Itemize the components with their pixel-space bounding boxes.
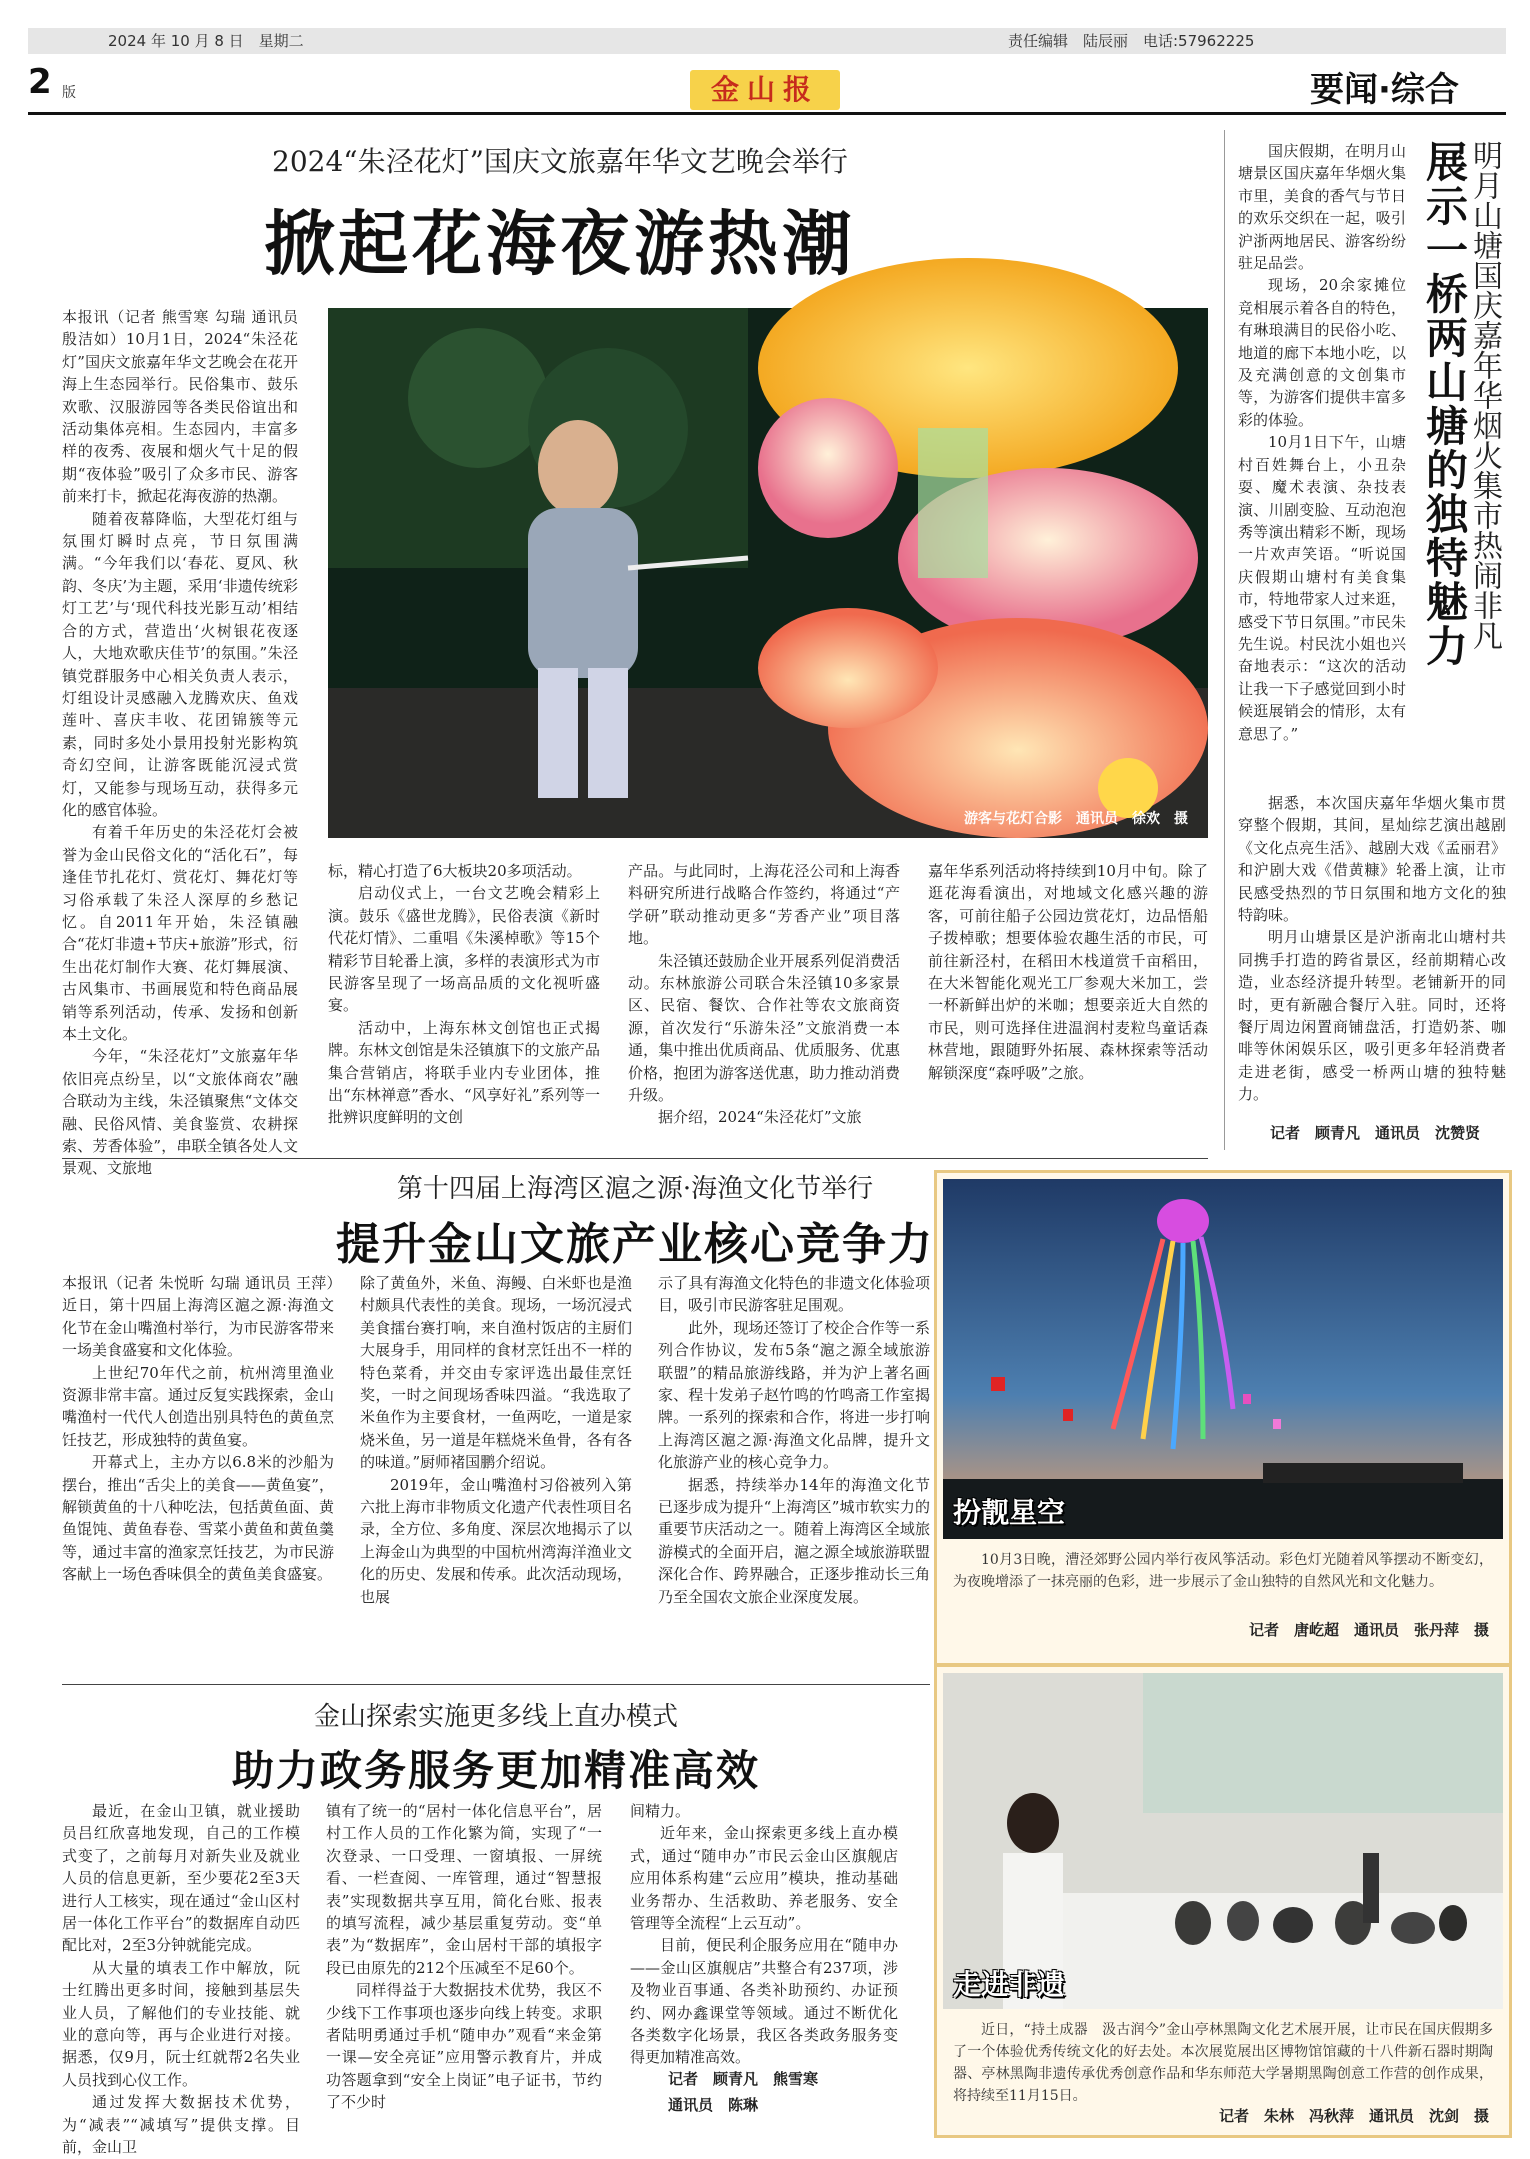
paragraph: 随着夜幕降临，大型花灯组与氛围灯瞬时点亮，节日氛围满满。“今年我们以‘春花、夏风、秋韵、冬庆’为主题，采用‘非遗传统彩灯工艺’与‘现代科技光影互动’相结合的方式，营造出‘火树银花夜逐人，大地欢歌庆佳节’的氛围。”朱泾镇党群服务中心相关负责人表示，灯组设计灵感融入龙腾欢庆、鱼戏莲叶、喜庆丰收、花团锦簇等元素，同时多处小景用投射光影构筑奇幻空间，让游客既能沉浸式赏灯，又能参与现场互动，获得多元化的感官体验。 (62, 509, 298, 819)
paragraph: 据悉，持续举办14年的海渔文化节已逐步成为提升“上海湾区”城市软实力的重要节庆活动之一。随着上海湾区全域旅游模式的全面开启，滬之源全域旅游联盟深化合作、跨界融合，正逐步推动长三角乃至全国农文旅企业深度发展。 (658, 1475, 930, 1606)
lantern-photo-caption: 游客与花灯合影 通讯员 徐欢 摄 (964, 811, 1188, 827)
kite-caption (953, 1549, 1493, 1593)
kite-byline: 记者 唐屹超 通讯员 张丹萍 摄 (1248, 1621, 1489, 1639)
paragraph: 间精力。 (630, 1802, 691, 1820)
pottery-photo-tag: 走进非遗 (953, 1968, 1066, 2001)
pottery-photo (943, 1673, 1503, 2009)
side-subtitle: 明月山塘国庆嘉年华烟火集市热闹非凡 (1467, 140, 1502, 650)
caption-text: 10月3日晚，漕泾郊野公园内举行夜风筝活动。彩色灯光随着风筝摆动不断变幻，为夜晚增添了一抹亮丽的色彩，进一步展示了金山独特的自然风光和文化魅力。 (953, 1552, 1493, 1590)
paragraph: 同样得益于大数据技术优势，我区不少线下工作事项也逐步向线上转变。求职者陆明勇通过手机“随申办”观看“来金第一课—安全亮证”应用警示教育片，并成功答题拿到“安全上岗证”电子证书，节约了不少时 (326, 1981, 602, 2112)
article1-col1 (62, 306, 298, 1206)
pottery-caption (953, 2019, 1493, 2107)
paragraph: 最近，在金山卫镇，就业援助员吕红欣喜地发现，自己的工作模式变了，之前每月对新失业及就业人员的信息更新，至少要花2至3天进行人工核实，现在通过“金山区村居一体化工作平台”的数据库自动匹配比对，2至3分钟就能完成。 (62, 1802, 300, 1955)
paragraph: 2019年，金山嘴渔村习俗被列入第六批上海市非物质文化遗产代表性项目名录，全方位、多角度、深层次地揭示了以上海金山为典型的中国杭州湾海洋渔业文化的历史、发展和传承。此次活动现场，也展 (360, 1475, 632, 1606)
article1-col2 (328, 860, 600, 1170)
side-top-col (1238, 140, 1406, 780)
paragraph: 本报讯（记者 熊雪寒 勾瑞 通讯员 殷洁如）10月1日，2024“朱泾花灯”国庆文旅嘉年华文艺晚会在花开海上生态园举行。民俗集市、鼓乐欢歌、汉服游园等各类民俗谊出和活动集体亮相。生态园内，丰富多样的夜秀、夜展和烟火气十足的假期“夜体验”吸引了众多市民、游客前来打卡，掀起花海夜游的热潮。 (62, 308, 298, 506)
paragraph: 通过发挥大数据技术优势，为“减表”“减填写”提供支撑。目前，金山卫 (62, 2093, 300, 2157)
page-number: 2 (28, 62, 52, 102)
paragraph: 上世纪70年代之前，杭州湾里渔业资源非常丰富。通过反复实践探索，金山嘴渔村一代代人创造出别具特色的黄鱼烹饪技艺，形成独特的黄鱼宴。 (62, 1363, 334, 1449)
paragraph: 活动中，上海东林文创馆也正式揭牌。东林文创馆是朱泾镇旗下的文旅产品集合营销店，将联手业内专业团体，推出“东林禅意”香水、“风享好礼”系列等一批辨识度鲜明的文创 (328, 1018, 600, 1127)
lantern-illustration (328, 308, 1208, 838)
photo-box-pottery (934, 1664, 1512, 2138)
side-byline: 记者 顾青凡 通讯员 沈赞贤 (1270, 1124, 1481, 1142)
paragraph: 镇有了统一的“居村一体化信息平台”，居村工作人员的工作化繁为简，实现了“一次登录、一口受理、一窗填报、一屏统看、一栏查阅、一库管理，通过“智慧报表”实现数据共享互用，简化台账、报表的填写流程，减少基层重复劳动。变“单表”为“数据库”，金山居村干部的填报字段已由原先的212个压减至不足60个。 (326, 1802, 602, 1977)
paragraph: 本报讯（记者 朱悦昕 勾瑞 通讯员 王萍）近日，第十四届上海湾区滬之源·海渔文化节在金山嘴渔村举行，为市民游客带来一场美食盛宴和文化体验。 (62, 1274, 334, 1360)
article2-col3 (658, 1272, 930, 1672)
paragraph: 现场，20余家摊位竞相展示着各自的特色，有琳琅满目的民俗小吃、地道的廊下本地小吃，以及充满创意的文创集市等，为游客们提供丰富多彩的体验。 (1238, 276, 1406, 429)
paragraph: 有着千年历史的朱泾花灯会被誉为金山民俗文化的“活化石”，每逢佳节扎花灯、赏花灯、舞花灯等习俗承载了朱泾人深厚的乡愁记忆。自2011年开始，朱泾镇融合“花灯非遗+节庆+旅游”形式，衍生出花灯制作大赛、花灯舞展演、古风集市、书画展览和特色商品展销等系列活动，传承、发扬和创新本土文化。 (62, 823, 298, 1043)
side-title: 展示一桥两山塘的独特魅力 (1420, 140, 1469, 668)
paragraph: 近年来，金山探索更多线上直办模式，通过“随申办”市民云金山区旗舰店应用体系构建“云应用”模块，推动基础业务帮办、生活救助、养老服务、安全管理等全流程“上云互动”。 (630, 1824, 898, 1933)
paragraph: 产品。与此同时，上海花泾公司和上海香料研究所进行战略合作签约，将通过“产学研”联动推动更多“芳香产业”项目落地。 (628, 862, 900, 948)
photo-box-kite (934, 1170, 1512, 1666)
section-divider (62, 1158, 1208, 1159)
paragraph: 明月山塘景区是沪浙南北山塘村共同携手打造的跨省景区，经前期精心改造，业态经济提升转型。老铺新开的同时，更有新融合餐厅入驻。同时，还将餐厅周边闲置商铺盘活，打造奶茶、咖啡等休闲娱乐区，吸引更多年轻消费者走进老街，感受一桥两山塘的独特魅力。 (1238, 928, 1506, 1104)
lantern-photo (328, 308, 1208, 838)
article3-title: 助力政务服务更加精准高效 (231, 1746, 760, 1795)
pottery-byline: 记者 朱林 冯秋萍 通讯员 沈剑 摄 (1218, 2107, 1489, 2125)
header-editor: 责任编辑 陆辰丽 电话:57962225 (1008, 32, 1255, 50)
paragraph: 此外，现场还签订了校企合作等一系列合作协议，发布5条“滬之源全域旅游联盟”的精品旅游线路，并为沪上著名画家、程十发弟子赵竹鸣的竹鸣斋工作室揭牌。一系列的探索和合作，将进一步打响上海湾区滬之源·海渔文化品牌，提升文化旅游产业的核心竞争力。 (658, 1318, 930, 1472)
paragraph: 国庆假期，在明月山塘景区国庆嘉年华烟火集市里，美食的香气与节日的欢乐交织在一起，吸引沪浙两地居民、游客纷纷驻足品尝。 (1238, 142, 1406, 273)
article2-col2 (360, 1272, 632, 1672)
article3-byline1: 记者 顾青凡 熊雪寒 (668, 2070, 819, 2088)
article2-title: 提升金山文旅产业核心竞争力 (336, 1219, 934, 1270)
article2-kicker: 第十四届上海湾区滬之源·海渔文化节举行 (396, 1174, 874, 1204)
paragraph: 启动仪式上，一台文艺晚会精彩上演。鼓乐《盛世龙腾》，民俗表演《新时代花灯情》、二重唱《朱溪棹歌》等15个精彩节目轮番上演，多样的表演形式为市民游客呈现了一场高品质的文化视听盛宴。 (328, 884, 600, 1015)
page-unit: 版 (62, 85, 76, 101)
header-bar (28, 28, 1506, 54)
article3-col2 (326, 1800, 602, 2130)
article3-byline2: 通讯员 陈琳 (668, 2096, 759, 2114)
paragraph: 目前，便民利企服务应用在“随申办——金山区旗舰店”共整合有237项，涉及物业百事通、各类补助预约、办证预约、网办鑫课堂等领域。通过不断优化各类数字化场景，我区各类政务服务变得更加精准高效。 (630, 1936, 898, 2067)
article1-kicker: 2024“朱泾花灯”国庆文旅嘉年华文艺晚会举行 (272, 145, 848, 178)
section-title: 要闻·综合 (1310, 70, 1459, 110)
newspaper-logo: 金山报 (690, 70, 840, 110)
kite-photo (943, 1179, 1503, 1539)
paragraph: 据介绍，2024“朱泾花灯”文旅 (658, 1108, 862, 1127)
paragraph: 标，精心打造了6大板块20多项活动。 (328, 862, 582, 880)
article1-col4 (928, 860, 1208, 1170)
paragraph: 嘉年华系列活动将持续到10月中旬。除了逛花海看演出，对地域文化感兴趣的游客，可前往船子公园边赏花灯，边品悟船子拨棹歌；想要体验农趣生活的市民，可前往新泾村，在稻田木栈道赏千亩稻田，在大米智能化观光工厂参观大米加工，尝一杯新鲜出炉的米咖；想要亲近大自然的市民，则可选择住进温润村麦粒鸟童话森林营地，跟随野外拓展、森林探索等活动解锁深度“森呼吸”之旅。 (928, 862, 1208, 1082)
pottery-illustration (943, 1673, 1503, 2009)
article1-col3 (628, 860, 900, 1170)
article2-col1 (62, 1272, 334, 1672)
article1-title: 掀起花海夜游热潮 (264, 203, 856, 285)
section-divider (62, 1684, 930, 1685)
paragraph: 今年，“朱泾花灯”文旅嘉年华依旧亮点纷呈，以“文旅体商农”融合联动为主线，朱泾镇聚焦“文体交融、民俗风情、美食鉴赏、农耕探索、芳香体验”，串联全镇各处人文景观、文旅地 (62, 1047, 298, 1178)
paragraph: 示了具有海渔文化特色的非遗文化体验项目，吸引市民游客驻足围观。 (658, 1274, 930, 1315)
side-bottom-col (1238, 792, 1506, 1112)
article3-col3 (630, 1800, 898, 2067)
header-rule (28, 112, 1506, 115)
column-divider (1224, 130, 1225, 1150)
caption-text: 近日，“持土成器 汲古润今”金山亭林黑陶文化艺术展开展，让市民在国庆假期多了一个体验优秀传统文化的好去处。本次展览展出区博物馆馆藏的十八件新石器时期陶器、亭林黑陶非遗传承优秀创意作品和华东师范大学暑期黑陶创意工作营的创作成果，将持续至11月15日。 (953, 2022, 1493, 2104)
paragraph: 除了黄鱼外，米鱼、海鳗、白米虾也是渔村颇具代表性的美食。现场，一场沉浸式美食擂台赛打响，来自渔村饭店的主厨们大展身手，用同样的食材烹饪出不一样的特色菜肴，并交由专家评选出最佳烹饪奖，一时之间现场香味四溢。“我选取了米鱼作为主要食材，一鱼两吃，一道是家烧米鱼，另一道是年糕烧米鱼骨，各有各的味道。”厨师褚国鹏介绍说。 (360, 1274, 632, 1472)
article3-col1 (62, 1800, 300, 2157)
paragraph: 朱泾镇还鼓励企业开展系列促消费活动。东林旅游公司联合朱泾镇10多家景区、民宿、餐饮、合作社等农文旅商资源，首次发行“乐游朱泾”文旅消费一本通，集中推出优质商品、优质服务、优惠价格，抱团为游客送优惠，助力推动消费升级。 (628, 951, 900, 1105)
kite-photo-tag: 扮靓星空 (953, 1496, 1066, 1529)
paragraph: 10月1日下午，山塘村百姓舞台上，小丑杂耍、魔术表演、杂技表演、川剧变脸、互动泡泡秀等演出精彩不断，现场一片欢声笑语。“听说国庆假期山塘村有美食集市，特地带家人过来逛，感受下节日氛围。”市民朱先生说。村民沈小姐也兴奋地表示：“这次的活动让我一下子感觉回到小时候逛展销会的情形，太有意思了。” (1238, 433, 1406, 743)
header-date: 2024 年 10 月 8 日 星期二 (108, 32, 304, 50)
article3-kicker: 金山探索实施更多线上直办模式 (313, 1702, 678, 1732)
paragraph: 开幕式上，主办方以6.8米的沙船为摆台，推出“舌尖上的美食——黄鱼宴”，解锁黄鱼的十八种吃法，包括黄鱼面、黄鱼馄饨、黄鱼春卷、雪菜小黄鱼和黄鱼羹等，通过丰富的渔家烹饪技艺，为市民游客献上一场色香味俱全的黄鱼美食盛宴。 (62, 1453, 334, 1584)
paragraph: 从大量的填表工作中解放，阮士红腾出更多时间，接触到基层失业人员，了解他们的专业技能、就业的意向等，再与企业进行对接。据悉，仅9月，阮士红就帮2名失业人员找到心仪工作。 (62, 1958, 300, 2089)
paragraph: 据悉，本次国庆嘉年华烟火集市贯穿整个假期，其间，星灿综艺演出越剧《文化点亮生活》、越剧大戏《孟丽君》和沪剧大戏《借黄糠》轮番上演，让市民感受热烈的节日氛围和地方文化的独特韵味。 (1238, 794, 1506, 925)
kite-illustration (943, 1179, 1503, 1539)
